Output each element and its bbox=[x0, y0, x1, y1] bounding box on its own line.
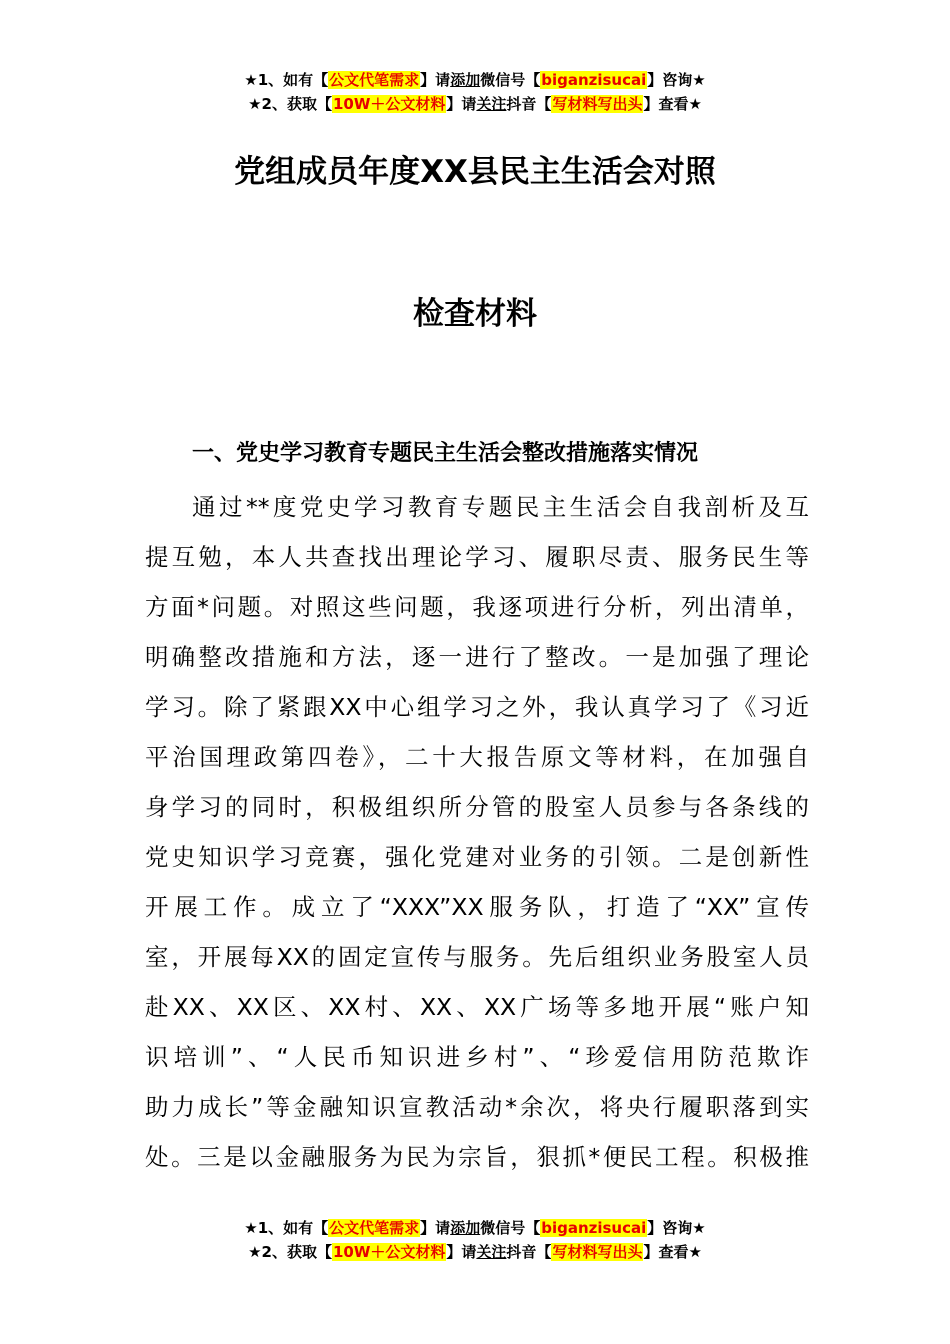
body-line: 党史知识学习竞赛，强化党建对业务的引领。二是创新性 bbox=[145, 843, 809, 871]
banner-line-2 bbox=[0, 92, 950, 116]
banner-highlight: 公文代笔需求 bbox=[329, 71, 420, 89]
banner-line-2 bbox=[0, 1240, 950, 1264]
banner-highlight: 写材料写出头 bbox=[552, 95, 643, 113]
banner-highlight: 写材料写出头 bbox=[552, 1243, 643, 1261]
header-banner bbox=[0, 68, 950, 116]
body-line: 室，开展每XX的固定宣传与服务。先后组织业务股室人员 bbox=[145, 943, 809, 971]
banner-highlight: biganzisucai bbox=[541, 71, 647, 89]
banner-line-1 bbox=[0, 1216, 950, 1240]
body-line: 助力成长”等金融知识宣教活动*余次，将央行履职落到实 bbox=[145, 1093, 809, 1121]
banner-highlight: 10W＋公文材料 bbox=[332, 95, 446, 113]
banner-text: 抖音【 bbox=[506, 1243, 552, 1261]
body-line: 提互勉，本人共查找出理论学习、履职尽责、服务民生等 bbox=[145, 543, 809, 571]
body-line: 识培训”、“人民币知识进乡村”、“珍爱信用防范欺诈 bbox=[145, 1043, 809, 1071]
banner-text: 】咨询★ bbox=[647, 71, 706, 89]
banner-text: 微信号【 bbox=[480, 1219, 541, 1237]
body-line: 通过**度党史学习教育专题民主生活会自我剖析及互 bbox=[192, 493, 809, 521]
banner-underlined: 添加 bbox=[450, 1219, 481, 1237]
banner-text: 】查看★ bbox=[643, 1243, 702, 1261]
banner-text: ★1、如有【 bbox=[244, 1219, 329, 1237]
banner-text: 】咨询★ bbox=[647, 1219, 706, 1237]
section-heading: 一、党史学习教育专题民主生活会整改措施落实情况 bbox=[192, 441, 699, 466]
banner-text: 】请 bbox=[420, 71, 451, 89]
body-line: 处。三是以金融服务为民为宗旨，狠抓*便民工程。积极推 bbox=[145, 1143, 809, 1171]
body-line: 身学习的同时，积极组织所分管的股室人员参与各条线的 bbox=[145, 793, 809, 821]
banner-text: 】请 bbox=[446, 1243, 477, 1261]
body-line: 方面*问题。对照这些问题，我逐项进行分析，列出清单， bbox=[145, 593, 809, 621]
body-paragraph bbox=[145, 482, 809, 1182]
footer-banner bbox=[0, 1216, 950, 1264]
banner-highlight: 10W＋公文材料 bbox=[332, 1243, 446, 1261]
banner-text: 】请 bbox=[420, 1219, 451, 1237]
banner-underlined: 关注 bbox=[476, 1243, 507, 1261]
banner-line-1 bbox=[0, 68, 950, 92]
document-title-line-2: 检查材料 bbox=[413, 296, 537, 332]
banner-text: 微信号【 bbox=[480, 71, 541, 89]
body-line: 开展工作。成立了“XXX”XX服务队，打造了“XX”宣传 bbox=[145, 893, 809, 921]
banner-text: ★2、获取【 bbox=[248, 95, 332, 113]
banner-highlight: biganzisucai bbox=[541, 1219, 647, 1237]
banner-text: 】请 bbox=[446, 95, 477, 113]
document-title-line-1: 党组成员年度XX县民主生活会对照 bbox=[234, 154, 716, 190]
body-line: 明确整改措施和方法，逐一进行了整改。一是加强了理论 bbox=[145, 643, 809, 671]
body-line: 赴XX、XX区、XX村、XX、XX广场等多地开展“账户知 bbox=[145, 993, 809, 1021]
banner-underlined: 添加 bbox=[450, 71, 481, 89]
banner-text: 抖音【 bbox=[506, 95, 552, 113]
banner-text: 】查看★ bbox=[643, 95, 702, 113]
body-line: 平治国理政第四卷》，二十大报告原文等材料，在加强自 bbox=[145, 743, 809, 771]
banner-highlight: 公文代笔需求 bbox=[329, 1219, 420, 1237]
body-line: 学习。除了紧跟XX中心组学习之外，我认真学习了《习近 bbox=[145, 693, 809, 721]
banner-text: ★2、获取【 bbox=[248, 1243, 332, 1261]
banner-text: ★1、如有【 bbox=[244, 71, 329, 89]
banner-underlined: 关注 bbox=[476, 95, 507, 113]
